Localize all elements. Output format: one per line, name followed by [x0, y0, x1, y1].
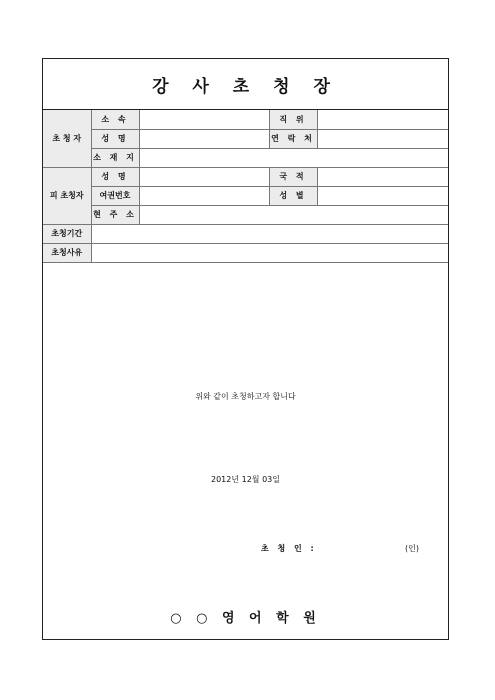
- invitation-form: [42, 58, 449, 640]
- inviter-position-field[interactable]: [317, 110, 448, 129]
- invitation-date: 2012년 12월 03일: [211, 475, 280, 484]
- inviter-address-label: 소 재 지: [91, 148, 139, 167]
- inviter-position-label: 직 위: [269, 110, 317, 129]
- inviter-contact-label: 연 락 처: [269, 129, 317, 148]
- inviter-contact-field[interactable]: [317, 129, 448, 148]
- invitee-name-label: 성 명: [91, 167, 139, 186]
- inviter-address-field[interactable]: [139, 148, 448, 167]
- form-title: 강 사 초 청 장: [43, 59, 448, 110]
- reason-label: 초청사유: [43, 243, 91, 262]
- form-table: [43, 110, 448, 263]
- invitation-statement: 위와 같이 초청하고자 합니다: [195, 392, 296, 401]
- inviter-signature-label: 초 청 인 :: [261, 544, 317, 553]
- invitee-nationality-field[interactable]: [317, 167, 448, 186]
- inviter-name-label: 성 명: [91, 129, 139, 148]
- period-label: 초청기간: [43, 224, 91, 243]
- invitee-gender-field[interactable]: [317, 186, 448, 205]
- inviter-group-label: 초 청 자: [43, 110, 91, 167]
- invitee-passport-label: 여권번호: [91, 186, 139, 205]
- invitee-passport-field[interactable]: [139, 186, 269, 205]
- invitee-nationality-label: 국 적: [269, 167, 317, 186]
- invitee-address-field[interactable]: [139, 205, 448, 224]
- invitee-address-label: 현 주 소: [91, 205, 139, 224]
- invitee-name-field[interactable]: [139, 167, 269, 186]
- reason-field[interactable]: [91, 243, 448, 262]
- period-field[interactable]: [91, 224, 448, 243]
- organization-name: ○ ○ 영 어 학 원: [170, 611, 321, 626]
- inviter-affiliation-label: 소 속: [91, 110, 139, 129]
- invitation-body: [43, 351, 448, 639]
- invitee-gender-label: 성 별: [269, 186, 317, 205]
- invitee-group-label: 피 초청자: [43, 167, 91, 224]
- seal-mark: (인): [405, 544, 419, 553]
- inviter-affiliation-field[interactable]: [139, 110, 269, 129]
- inviter-name-field[interactable]: [139, 129, 269, 148]
